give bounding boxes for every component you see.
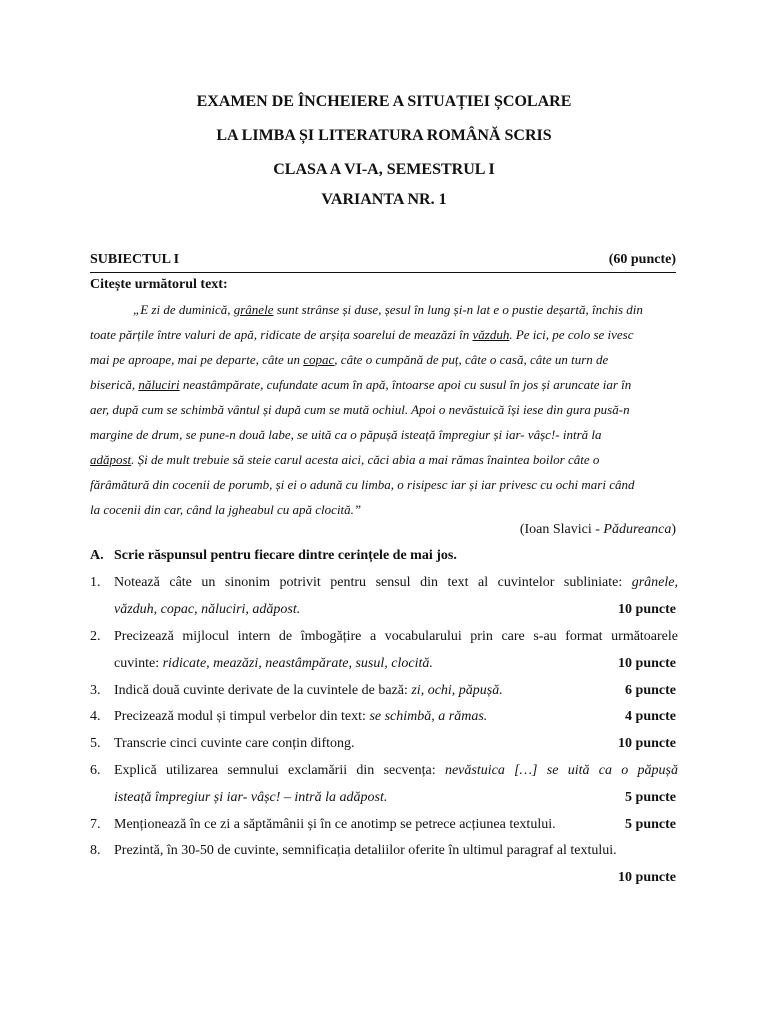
- passage-source: (Ioan Slavici - Pădureanca): [519, 522, 676, 537]
- question-points: 5 puncte: [625, 817, 676, 832]
- question-points: 10 puncte: [618, 870, 676, 885]
- subject-heading: [90, 252, 676, 273]
- passage-line: mai pe aproape, mai pe departe, câte un copac, câte o cumpănă de puț, câte o casă, câte un turn de: [90, 352, 609, 367]
- section-a-heading: A. Scrie răspunsul pentru fiecare dintre cerințele de mai jos.: [90, 548, 457, 563]
- passage-line: adăpost. Și de mult trebuie să steie carul acesta aici, căci abia a mai rămas înaintea boilor câte o: [90, 452, 600, 467]
- reading-instruction: Citește următorul text:: [90, 277, 228, 292]
- question-points: 4 puncte: [625, 709, 676, 724]
- underlined-word: copac: [303, 352, 335, 367]
- exam-title-line-3: CLASA A VI-A, SEMESTRUL I: [273, 161, 495, 178]
- question-points: 6 puncte: [625, 683, 676, 698]
- passage-line: la cocenii din car, când la jgheabul cu apă clocită.”: [90, 502, 362, 517]
- passage-line: „E zi de duminică, grânele sunt strânse și duse, șesul în lung și-n lat e o pustie deșartă, închis din: [133, 302, 643, 317]
- question-points: 10 puncte: [618, 736, 676, 751]
- passage-line: margine de drum, se pune-n două labe, se uită ca o păpușă isteață împregiur și iar- vâșc!- intră la: [90, 427, 602, 442]
- passage-line: toate părțile între valuri de apă, ridicate de arșița soarelui de meazăzi în văzduh. Pe ici, pe colo se ivesc: [90, 327, 634, 342]
- underlined-word: văzduh: [472, 327, 510, 342]
- exam-title-line-1: EXAMEN DE ÎNCHEIERE A SITUAȚIEI ȘCOLARE: [196, 93, 572, 110]
- question-item: 3. Indică două cuvinte derivate de la cuvintele de bază: zi, ochi, păpușă. 6 puncte: [90, 683, 676, 698]
- subject-title: SUBIECTUL I: [90, 252, 180, 267]
- underlined-word: grânele: [233, 302, 274, 317]
- question-item: 1. Notează câte un sinonim potrivit pentru sensul din text al cuvintelor subliniate: grânele, văzduh, copac, năluciri, adăpost. 10 puncte: [90, 575, 678, 617]
- question-points: 10 puncte: [618, 602, 676, 617]
- question-item: 7. Menționează în ce zi a săptămânii și în ce anotimp se petrece acțiunea textului. 5 puncte: [90, 817, 676, 832]
- underlined-word: adăpost: [90, 452, 132, 467]
- question-item: 5. Transcrie cinci cuvinte care conțin diftong. 10 puncte: [90, 736, 676, 751]
- question-points: 10 puncte: [618, 656, 676, 671]
- passage-line: aer, după cum se schimbă vântul și după cum se mută ochiul. Apoi o nevăstuică își iese din gura pusă-n: [90, 402, 630, 417]
- question-item: 8. Prezintă, în 30-50 de cuvinte, semnificația detaliilor oferite în ultimul paragraf al textului. 10 puncte: [90, 843, 676, 885]
- underlined-word: năluciri: [138, 377, 180, 392]
- question-points: 5 puncte: [625, 790, 676, 805]
- passage-line: fărâmătură din cocenii de porumb, și ei o adună cu limba, o risipesc iar și iar privesc cu ochi mari când: [90, 477, 635, 492]
- question-item: 4. Precizează modul și timpul verbelor din text: se schimbă, a rămas. 4 puncte: [90, 709, 676, 724]
- exam-title-line-2: LA LIMBA ȘI LITERATURA ROMÂNĂ SCRIS: [216, 127, 552, 144]
- subject-points: (60 puncte): [608, 252, 676, 267]
- passage-line: biserică, năluciri neastâmpărate, cufundate acum în apă, întoarse apoi cu susul în jos și aruncate iar în: [90, 377, 632, 392]
- question-item: 2. Precizează mijlocul intern de îmbogățire a vocabularului prin care s-au format următoarele cuvinte: ridicate, meazăzi, neastâmpărate, susul, clocită. 10 puncte: [90, 629, 678, 671]
- question-item: 6. Explică utilizarea semnului exclamării din secvența: nevăstuica […] se uită ca o păpușă isteață împregiur și iar- vâșc! – intră la adăpost. 5 puncte: [90, 763, 678, 805]
- exam-title-line-4: VARIANTA NR. 1: [321, 191, 447, 208]
